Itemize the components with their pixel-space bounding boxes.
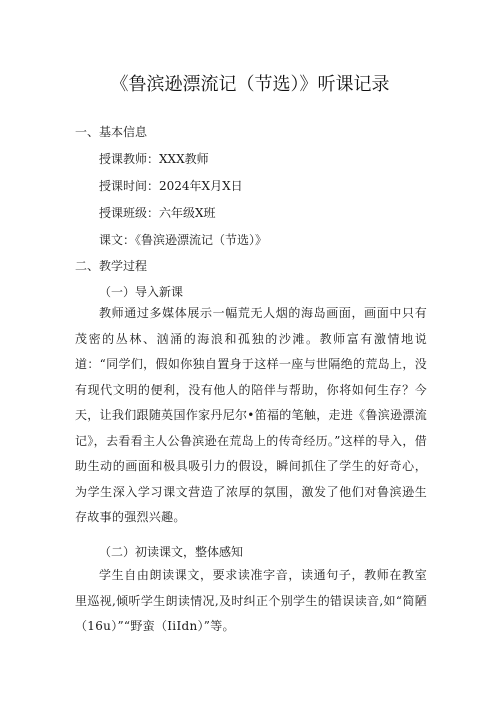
section-heading-basic-info: 一、基本信息	[75, 125, 148, 139]
class-line: 授课班级：六年级X班	[99, 206, 216, 220]
teacher-line: 授课教师：XXX教师	[99, 152, 209, 166]
lesson-line: 课文：《鲁滨逊漂流记（节选）》	[99, 233, 268, 247]
time-line: 授课时间：2024年X月X日	[99, 179, 243, 193]
document-title: 《鲁滨逊漂流记（节选）》听课记录	[110, 74, 390, 95]
introduction-paragraph: 教师通过多媒体展示一幅荒无人烟的海岛画面，画面中只有茂密的丛林、汹涌的海浪和孤独的沙滩。教师富有激情地说道：“同学们，假如你独自置身于这样一座与世隔绝的荒岛上，没有现代文明的便利，没有他人的陪伴与帮助，你将如何生存？今天，让我们跟随英国作家丹尼尔•笛福的笔触，走进《鲁滨逊漂流记》，去看看主人公鲁滨逊在荒岛上的传奇经历。”这样的导入，借助生动的画面和极具吸引力的假设，瞬间抓住了学生的好奇心，为学生深入学习课文营造了浓厚的氛围，激发了他们对鲁滨逊生存故事的强烈兴趣。	[75, 306, 427, 524]
section-heading-teaching-process: 二、教学过程	[75, 259, 148, 273]
subsection-heading-first-reading: （二）初读课文，整体感知	[99, 545, 244, 559]
subsection-heading-introduction: （一）导入新课	[99, 285, 184, 299]
first-reading-paragraph: 学生自由朗读课文，要求读准字音，读通句子，教师在教室里巡视,倾听学生朗读情况,及时纠正个别学生的错误读音,如“简陋（16u）”“野蛮（IiIdn）”等。	[75, 568, 427, 633]
